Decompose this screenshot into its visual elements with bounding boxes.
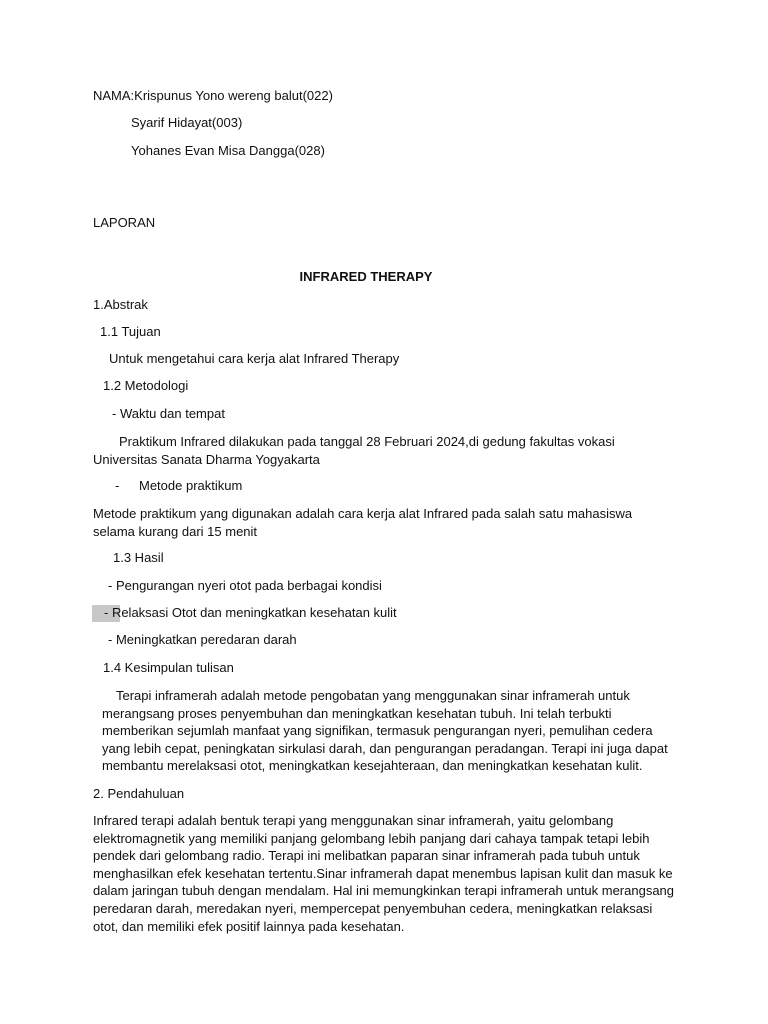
tujuan-heading: 1.1 Tujuan [100,324,161,339]
hasil-item: - Relaksasi Otot dan meningkatkan kesehatan kulit [104,605,397,620]
waktu-tempat-label: - Waktu dan tempat [112,406,225,421]
author-name-line: NAMA:Krispunus Yono wereng balut(022) [93,88,333,103]
metodologi-heading: 1.2 Metodologi [103,378,189,393]
document-title: INFRARED THERAPY [299,269,433,284]
section-2-heading: 2. Pendahuluan [93,786,185,801]
metode-praktikum-label: Metode praktikum [139,478,243,493]
report-label: LAPORAN [93,215,156,230]
tujuan-text: Untuk mengetahui cara kerja alat Infrared Therapy [109,351,400,366]
waktu-tempat-text: Praktikum Infrared dilakukan pada tanggal 28 Februari 2024,di gedung fakultas vokasi Universitas Sanata Dharma Yogyakarta [93,434,615,467]
hasil-heading: 1.3 Hasil [113,550,164,565]
author-member-3: Yohanes Evan Misa Dangga(028) [131,143,325,158]
metode-bullet: - [115,478,120,493]
hasil-item: - Pengurangan nyeri otot pada berbagai kondisi [108,578,382,593]
author-member-2: Syarif Hidayat(003) [131,115,243,130]
section-1-heading: 1.Abstrak [93,297,148,312]
metode-praktikum-text: Metode praktikum yang digunakan adalah cara kerja alat Infrared pada salah satu mahasiswa selama kurang dari 15 menit [93,506,633,539]
kesimpulan-text: Terapi inframerah adalah metode pengobatan yang menggunakan sinar inframerah untuk merangsang proses penyembuhan dan meningkatkan kesehatan tubuh. Ini telah terbukti memberikan sejumlah manfaat yang signifikan, termasuk pengurangan nyeri, pemulihan cedera yang lebih cepat, peningkatan sirkulasi darah, dan pengurangan peradangan. Terapi ini juga dapat membantu merelaksasi otot, meningkatkan kesejahteraan, dan meningkatkan kesehatan kulit. [102,688,668,774]
pendahuluan-text: Infrared terapi adalah bentuk terapi yang menggunakan sinar inframerah, yaitu gelombang elektromagnetik yang memiliki panjang gelombang lebih panjang dari cahaya tampak tetapi lebih pendek dari gelombang radio. Terapi ini melibatkan paparan sinar inframerah pada tubuh untuk menghasilkan efek kesehatan tertentu.Sinar inframerah dapat menembus lapisan kulit dan masuk ke dalam jaringan tubuh dengan mendalam. Hal ini memungkinkan terapi inframerah untuk merangsang peredaran darah, meredakan nyeri, mempercepat penyembuhan cedera, meningkatkan relaksasi otot, dan memiliki efek positif lainnya pada kesehatan. [93,813,675,934]
hasil-item: - Meningkatkan peredaran darah [108,632,297,647]
kesimpulan-heading: 1.4 Kesimpulan tulisan [103,660,234,675]
